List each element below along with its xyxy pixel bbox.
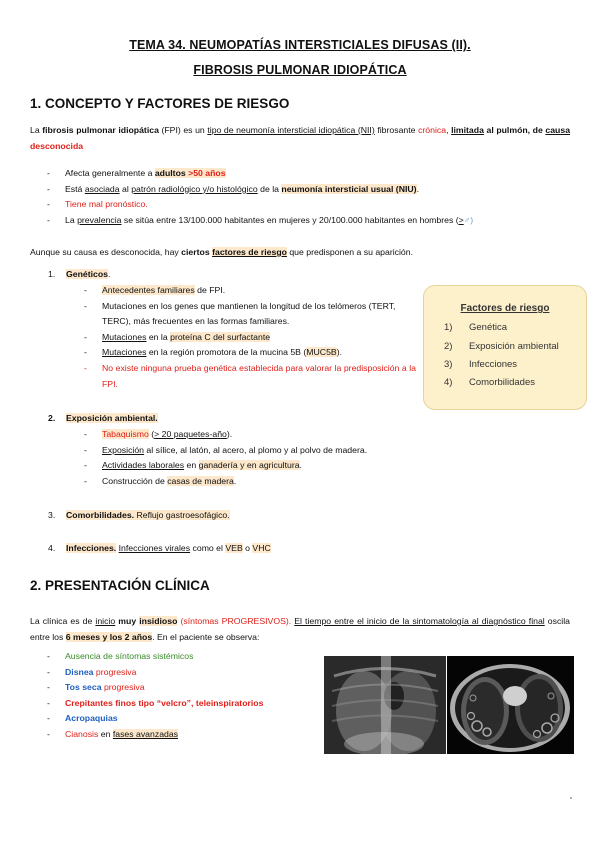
list-item: - Ausencia de síntomas sistémicos <box>47 651 194 661</box>
list-item: - Disnea progresiva <box>47 666 137 677</box>
list-item: - Construcción de casas de madera. <box>84 475 237 486</box>
list-item: - Acropaquias <box>47 713 118 724</box>
page-mark <box>570 797 572 799</box>
genetic-list <box>84 283 416 392</box>
list-item: - Tabaquismo (> 20 paquetes-año). <box>84 429 233 439</box>
clinical-paragraph: La clínica es de inicio muy insidioso (síntomas PROGRESIVOS). El tiempo entre el inicio de la sintomatología al diagnóstico final oscila entre los 6 meses y los 2 años. En el paciente se observa: <box>30 616 571 642</box>
document-title: TEMA 34. NEUMOPATÍAS INTERSTICIALES DIFUSAS (II). <box>129 38 471 52</box>
risk-comorbidities-heading: 3. Comorbilidades. Reflujo gastroesofágico. <box>48 510 230 520</box>
risk-box-item: 3) Infecciones <box>444 359 518 370</box>
list-item: - Crepitantes finos tipo “velcro”, teleinspiratorios <box>47 697 264 708</box>
list-item: - Tos seca progresiva <box>47 682 145 693</box>
list-item: - Cianosis en fases avanzadas <box>47 728 179 739</box>
list-item: - Mutaciones en los genes que mantienen la longitud de los telómeros (TERT, TERC), más frecuentes en las formas familiares. <box>84 300 396 327</box>
risk-box-title: Factores de riesgo <box>460 303 550 314</box>
chest-xray-image <box>324 656 446 754</box>
intro-paragraph: La fibrosis pulmonar idiopática (FPI) es un tipo de neumonía intersticial idiopática (NII) fibrosante crónica, limitada al pulmón, de causa desconocida <box>30 125 571 151</box>
section1-heading: 1. CONCEPTO Y FACTORES DE RIESGO <box>30 96 290 111</box>
concept-bullets <box>47 166 473 228</box>
list-item: - Afecta generalmente a adultos >50 años <box>47 168 226 178</box>
risk-intro-paragraph: Aunque su causa es desconocida, hay ciertos factores de riesgo que predisponen a su aparición. <box>30 247 413 257</box>
symptom-list <box>47 649 263 743</box>
chest-ct-image <box>447 656 574 754</box>
section2-heading: 2. PRESENTACIÓN CLÍNICA <box>30 578 210 593</box>
risk-exposure-heading: 2. Exposición ambiental. <box>48 413 158 423</box>
list-item: - Tiene mal pronóstico. <box>47 199 148 210</box>
risk-infections-heading: 4. Infecciones. Infecciones virales como el VEB o VHC <box>48 543 271 553</box>
risk-box-item: 1) Genética <box>444 322 508 333</box>
risk-genetic-heading: 1. Genéticos. <box>48 269 111 279</box>
risk-factors-box <box>423 285 587 410</box>
risk-box-item: 4) Comorbilidades <box>444 377 536 388</box>
list-item: - Mutaciones en la región promotora de la mucina 5B (MUC5B). <box>84 347 343 358</box>
list-item: - Mutaciones en la proteína C del surfactante <box>84 331 271 342</box>
risk-box-item: 2) Exposición ambiental <box>444 341 559 352</box>
list-item: - La prevalencia se sitúa entre 13/100.000 habitantes en mujeres y 20/100.000 habitantes en hombres (>♂) <box>47 214 474 225</box>
list-item: - No existe ninguna prueba genética establecida para valorar la predisposición a la FPI. <box>84 362 416 389</box>
exposure-list <box>84 427 367 489</box>
list-item: - Antecedentes familiares de FPI. <box>84 285 226 295</box>
list-item: - Está asociada al patrón radiológico y/o histológico de la neumonía intersticial usual (NIU). <box>47 183 419 194</box>
list-item: - Exposición al sílice, al latón, al acero, al plomo y al polvo de madera. <box>84 444 368 455</box>
document-subtitle: FIBROSIS PULMONAR IDIOPÁTICA <box>193 63 407 77</box>
list-item: - Actividades laborales en ganadería y en agricultura. <box>84 460 302 471</box>
